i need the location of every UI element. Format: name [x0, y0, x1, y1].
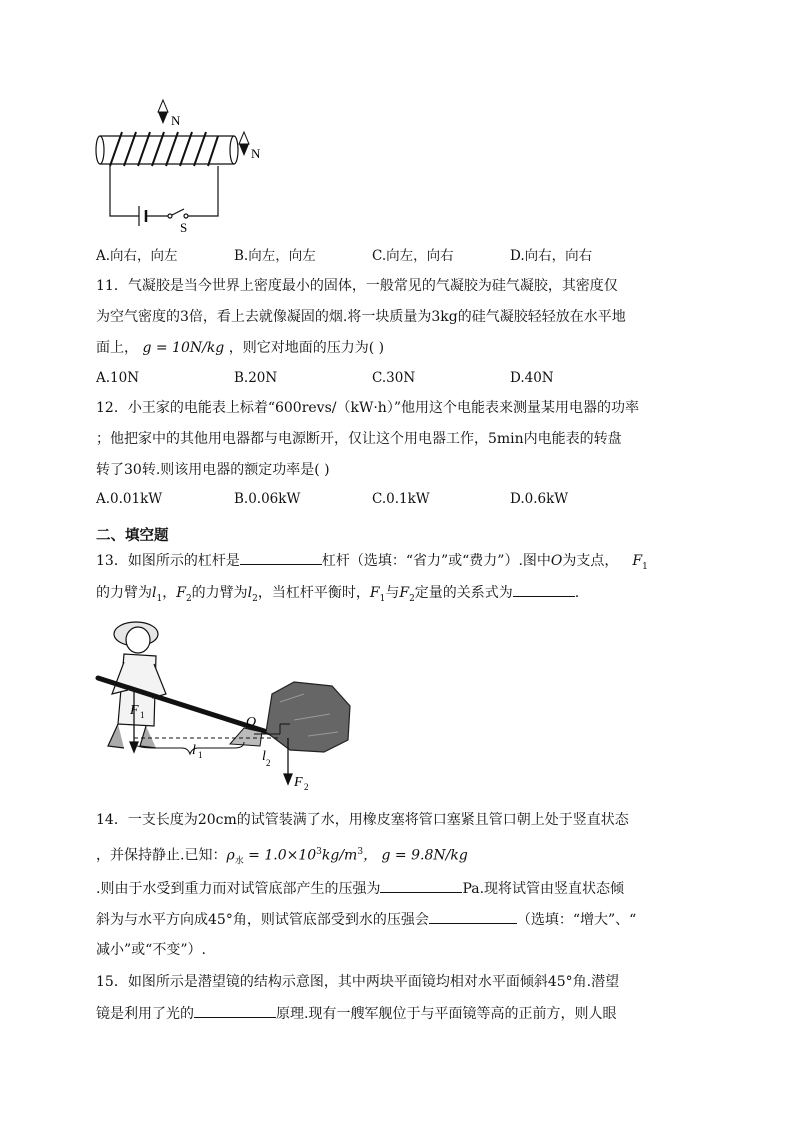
q13-line2-end: .: [574, 585, 580, 601]
q12-option-a: A.0.01kW: [96, 491, 163, 507]
q11-option-b: B.20N: [234, 370, 278, 386]
q13-line2-a: 的力臂为: [96, 585, 152, 601]
q10-option-a: A.向右，向左: [96, 248, 178, 264]
q10-option-d: D.向右，向右: [510, 248, 593, 264]
compass-needle-right: [239, 132, 249, 156]
label-f1: F: [130, 703, 139, 718]
coil-windings: [110, 132, 218, 166]
q12-line-3: 转了30转.则该用电器的额定功率是( ): [96, 462, 330, 478]
q13-line2-c: 的力臂为: [191, 585, 248, 601]
q14-gravity: ， g = 9.8N/kg: [363, 847, 468, 864]
label-f2-sub: 2: [304, 782, 309, 792]
q14-line4-b: （选填：“增大”、“: [516, 912, 637, 928]
compass-needle-top: [158, 100, 168, 124]
q12-line-2: ；他把家中的其他用电器都与电源断开，仅让这个用电器工作，5min内电能表的转盘: [96, 431, 622, 447]
compass-right-n-label: N: [251, 146, 261, 161]
q11-line3-text-a: 面上，: [96, 340, 138, 356]
q13-l2-sub: 2: [252, 593, 258, 604]
q14-line2-a: ，并保持静止.已知：: [96, 847, 227, 864]
q14-line4-a: 斜为与水平方向成45°角，则试管底部受到水的压强会: [96, 912, 429, 928]
q13-f2-symbol: F: [176, 585, 186, 601]
q10-option-b: B.向左，向左: [234, 248, 316, 264]
solenoid-figure: [94, 96, 274, 234]
q13-f2-sub: 2: [185, 593, 192, 604]
rock: [266, 682, 350, 752]
q13-l1-sub: 1: [156, 593, 163, 604]
q13-text-a: 13．如图所示的杠杆是: [96, 553, 240, 569]
battery-symbol: [139, 206, 146, 226]
switch-symbol: [168, 209, 188, 218]
q13-line-1: [96, 550, 648, 577]
q14-line-2: [96, 842, 468, 871]
q11-gravity-formula: g = 10N/kg: [142, 340, 225, 356]
q13-line2-f: 定量的关系式为: [414, 585, 513, 601]
q14-line3-a: .则由于水受到重力而对试管底部产生的压强为: [96, 881, 381, 897]
fulcrum-stone: [230, 728, 262, 746]
q15-line-1: 15．如图所示是潜望镜的结构示意图，其中两块平面镜均相对水平面倾斜45°角.潜望: [96, 974, 620, 990]
q14-rho-exp: 3: [316, 847, 322, 857]
label-l2-sub: 2: [266, 758, 271, 768]
q15-line2-b: 原理.现有一艘军舰位于与平面镜等高的正前方，则人眼: [276, 1006, 617, 1022]
q13-line2-e: 与: [385, 585, 400, 601]
q13-f1-symbol: F: [632, 553, 643, 569]
q11-option-d: D.40N: [510, 370, 554, 386]
q14-line3-b: Pa.现将试管由竖直状态倾: [462, 881, 625, 897]
q11-option-c: C.30N: [372, 370, 416, 386]
q13-f1b-sub: 1: [379, 593, 386, 604]
q15-line2-a: 镜是利用了光的: [96, 1006, 194, 1022]
section-title-fill-in: 二、填空题: [96, 528, 169, 544]
q14-rho-unit: kg/m: [321, 847, 358, 864]
switch-s-label: S: [180, 220, 188, 234]
label-f1-sub: 1: [140, 710, 145, 720]
lever-figure: [94, 614, 364, 800]
q13-line2-b: ，: [162, 585, 177, 601]
label-f2: F: [294, 775, 303, 790]
q13-line-2: [96, 582, 579, 609]
q14-blank-pressure[interactable]: [380, 878, 462, 893]
compass-top-n-label: N: [171, 113, 181, 128]
q11-line-2: 为空气密度的3倍，看上去就像凝固的烟.将一块质量为3kg的硅气凝胶轻轻放在水平地: [96, 309, 626, 325]
q13-blank-relation[interactable]: [513, 582, 575, 597]
q13-f2b-sub: 2: [409, 593, 415, 604]
q11-line-1: 11．气凝胶是当今世界上密度最小的固体，一般常见的气凝胶为硅气凝胶，其密度仅: [96, 278, 618, 294]
q13-l1-symbol: l: [152, 585, 157, 601]
q13-f1-sub: 1: [642, 561, 648, 572]
q14-rho-value: = 1.0×10: [243, 847, 317, 864]
q13-f2b-symbol: F: [399, 585, 410, 601]
q10-option-c: C.向左，向右: [372, 248, 454, 264]
q11-line-3: [96, 338, 384, 358]
q13-text-b: 杠杆（选填：“省力”或“费力”）.图中: [321, 553, 551, 569]
q13-text-c: 为支点，: [562, 553, 619, 569]
q14-blank-change[interactable]: [429, 909, 517, 924]
q14-rho-sub: 水: [234, 856, 244, 867]
q13-l2-symbol: l: [247, 585, 253, 601]
circuit-wires: [110, 166, 218, 216]
q13-line2-d: ，当杠杆平衡时，: [257, 585, 370, 601]
q14-line-1: 14．一支长度为20cm的试管装满了水，用橡皮塞将管口塞紧且管口朝上处于竖直状态: [96, 812, 629, 828]
q12-option-b: B.0.06kW: [234, 491, 301, 507]
q14-line-5: 减小”或“不变”）.: [96, 942, 206, 958]
label-l2: l: [262, 749, 266, 764]
q13-f1b-symbol: F: [369, 585, 380, 601]
q14-line-3: [96, 878, 624, 899]
q14-line-4: [96, 909, 636, 930]
q12-option-c: C.0.1kW: [372, 491, 430, 507]
label-l1-sub: 1: [198, 750, 203, 760]
label-pivot-o: O: [246, 715, 257, 730]
q13-pivot-o: O: [550, 553, 563, 569]
q12-option-d: D.0.6kW: [510, 491, 569, 507]
q11-line3-text-b: ，则它对地面的压力为( ): [228, 340, 385, 356]
q13-blank-lever-type[interactable]: [240, 550, 322, 565]
q15-line-2: [96, 1003, 616, 1024]
q15-blank-principle[interactable]: [194, 1003, 276, 1018]
q14-rho-unit-exp: 3: [357, 847, 364, 857]
q12-line-1: 12．小王家的电能表上标着“600revs/（kW·h）”他用这个电能表来测量某用电器的功率: [96, 400, 639, 416]
q14-rho-symbol: ρ: [226, 847, 235, 864]
label-l1: l: [192, 743, 196, 758]
q11-option-a: A.10N: [96, 370, 140, 386]
